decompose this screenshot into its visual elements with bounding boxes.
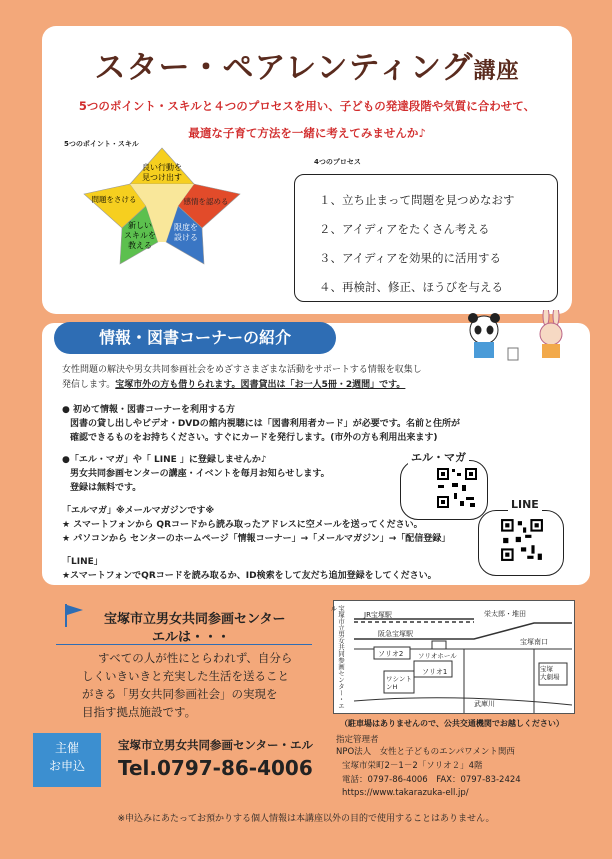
map-grand-theater: 宝塚 大劇場 xyxy=(540,665,560,681)
process-list xyxy=(294,174,558,302)
divider xyxy=(56,644,312,645)
page-title: スター・ペアレンティング講座 xyxy=(94,50,520,86)
point-acknowledge-feelings: 感情を認める xyxy=(183,197,229,206)
parking-note: （駐車場はありませんので、公共交通機関でお越しください） xyxy=(340,719,564,728)
point-teach-skills: 新しいスキルを教える xyxy=(124,221,156,250)
first-use-line-2: 確認できるものをお持ちください。すぐにカードを発行します。(市外の方も利用出来ます) xyxy=(70,433,438,443)
process-step-4: ４、再検討、修正、ほうびを与える xyxy=(319,280,503,294)
map-solio2: ソリオ2 xyxy=(378,650,404,658)
register-line-1: 男女共同参画センターの講座・イベントを毎月お知らせします。 xyxy=(70,469,330,479)
center-body-1: すべての人が性にとらわれず、自分ら xyxy=(98,651,293,665)
address: 宝塚市栄町2－1－2「ソリオ２」4階 xyxy=(342,761,483,771)
line-qr-code[interactable] xyxy=(500,518,544,562)
map-hankyu-station: 阪急宝塚駅 xyxy=(378,630,413,638)
register-title: ●「エル・マガ」や「 LINE 」に登録しませんか♪ xyxy=(62,455,267,465)
info-intro-1: 女性問題の解決や男女共同参画社会をめざすさまざまな活動をサポートする情報を収集し xyxy=(62,365,422,375)
info-heading: 情報・図書コーナーの紹介 xyxy=(54,322,336,354)
point-good-behavior: 良い行動を見つけ出す xyxy=(142,163,182,182)
course-panel xyxy=(42,26,572,314)
map-mukogawa: 武庫川 xyxy=(474,700,495,708)
map-takarazuka-minamiguchi: 宝塚南口 xyxy=(520,638,548,646)
center-title-2: エルは・・・ xyxy=(152,630,231,645)
process-step-1: １、立ち止まって問題を見つめなおす xyxy=(319,193,515,207)
line-instruction: ★スマートフォンでQRコードを読み取るか、ID検索をして友だち追加登録をしてください。 xyxy=(62,571,437,581)
subtitle-line-2: 最適な子育て方法を一緒に考えてみませんか♪ xyxy=(188,126,426,140)
process-step-2: ２、アイディアをたくさん考える xyxy=(319,222,490,236)
line-title: 「LINE」 xyxy=(62,557,103,567)
process-step-3: ３、アイディアを効果的に活用する xyxy=(319,251,502,265)
point-set-limits: 限度を設ける xyxy=(174,223,198,242)
five-points-star-diagram xyxy=(82,146,242,266)
register-line-2: 登録は無料です。 xyxy=(70,483,142,493)
elmaga-line-2: ★ パソコンから センターのホームページ「情報コーナー」→「メールマガジン」→「配信登録」 xyxy=(62,534,451,544)
first-use-line-1: 図書の貸し出しやビデオ・DVDの館内視聴には「図書利用者カード」が必要です。名前と住所が xyxy=(70,419,461,429)
map-jr-station: JR宝塚駅 xyxy=(364,611,392,619)
subtitle-line-1: 5つのポイント・スキルと４つのプロセスを用い、子どもの発達段階や気質に合わせて、 xyxy=(78,99,536,113)
elmaga-line-1: ★ スマートフォンから QRコードから読み取ったアドレスに空メールを送ってください。 xyxy=(62,520,423,530)
map-center-vertical-label: 宝塚市立男女共同参画センター・エル xyxy=(329,605,345,709)
elmaga-qr-label: エル・マガ xyxy=(408,449,469,465)
flag-icon xyxy=(60,602,86,628)
map-solio1: ソリオ1 xyxy=(422,668,448,676)
manager-name: NPO法人 女性と子どものエンパワメント関西 xyxy=(336,747,515,757)
process-label: 4つのプロセス xyxy=(314,158,361,166)
organizer-badge: 主催 お申込 xyxy=(33,733,101,787)
center-name: 宝塚市立男女共同参画センター・エル xyxy=(118,738,314,752)
phone-number[interactable]: Tel.0797-86-4006 xyxy=(118,756,313,780)
center-body-4: 目指す拠点施設です。 xyxy=(82,705,197,719)
points-label: 5つのポイント・スキル xyxy=(64,140,139,148)
first-use-title: ● 初めて情報・図書コーナーを利用する方 xyxy=(62,405,235,415)
access-map xyxy=(329,600,575,714)
map-label-eitaro: 栄太郎・堆田 xyxy=(484,610,526,618)
website-link[interactable]: https://www.takarazuka-ell.jp/ xyxy=(342,788,469,798)
center-description xyxy=(42,598,324,718)
elmaga-title: 「エルマガ」※メールマガジンです※ xyxy=(62,506,215,516)
map-washington-hotel: ワシントンH xyxy=(386,675,412,691)
info-intro-2: 発信します。宝塚市外の方も借りられます。図書貸出は「お一人5冊・2週間」です。 xyxy=(62,380,406,390)
center-body-2: しくいきいきと充実した生活を送ること xyxy=(82,669,289,683)
line-qr-label: LINE xyxy=(508,498,542,511)
map-solio-hall: ソリオホール xyxy=(418,652,457,660)
phone-fax: 電話：0797-86-4006 FAX：0797-83-2424 xyxy=(342,775,521,785)
panda-rabbit-illustration xyxy=(462,310,582,362)
privacy-note: ※申込みにあたってお預かりする個人情報は本講座以外の目的で使用することはありません。 xyxy=(117,814,495,824)
manager-label: 指定管理者 xyxy=(336,735,379,745)
center-title-1: 宝塚市立男女共同参画センター xyxy=(104,612,286,627)
point-avoid-problems: 問題をさける xyxy=(91,195,137,204)
center-body-3: がきる「男女共同参画社会」の実現を xyxy=(82,687,278,701)
elmaga-qr-code[interactable] xyxy=(436,467,478,509)
